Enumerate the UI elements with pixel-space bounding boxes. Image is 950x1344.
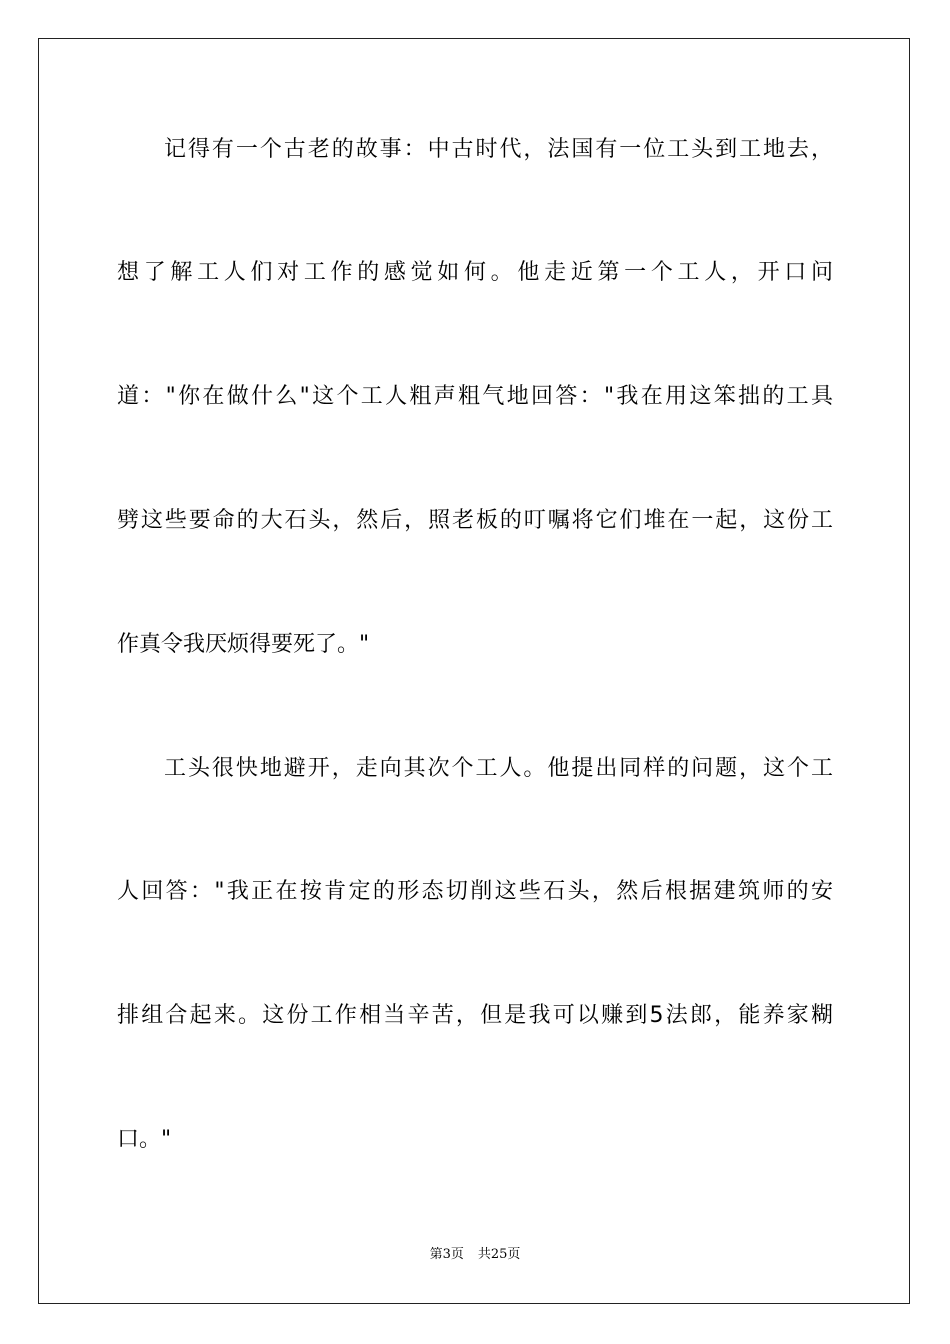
total-pages: 共25页 — [477, 1247, 521, 1262]
paragraph-2-line-1: 工头很快地避开，走向其次个工人。他提出同样的问题，这个工 — [164, 756, 833, 781]
paragraph-1-line-1: 记得有一个古老的故事：中古时代，法国有一位工头到工地去， — [164, 137, 833, 162]
paragraph-1-line-5: 作真令我厌烦得要死了。" — [117, 632, 370, 657]
paragraph-2-line-3: 排组合起来。这份工作相当辛苦，但是我可以赚到5法郎，能养家糊 — [117, 1003, 833, 1028]
page-footer — [0, 1246, 950, 1264]
paragraph-1-line-3: 道："你在做什么"这个工人粗声粗气地回答："我在用这笨拙的工具 — [117, 384, 833, 409]
paragraph-2-line-4: 口。" — [117, 1127, 172, 1152]
paragraph-1-line-4: 劈这些要命的大石头，然后，照老板的叮嘱将它们堆在一起，这份工 — [117, 508, 833, 533]
paragraph-1-line-2: 想了解工人们对工作的感觉如何。他走近第一个工人，开口问 — [117, 260, 833, 285]
page-border — [38, 38, 910, 1304]
current-page-number: 第3页 — [429, 1247, 464, 1262]
paragraph-2-line-2: 人回答："我正在按肯定的形态切削这些石头，然后根据建筑师的安 — [117, 879, 833, 904]
